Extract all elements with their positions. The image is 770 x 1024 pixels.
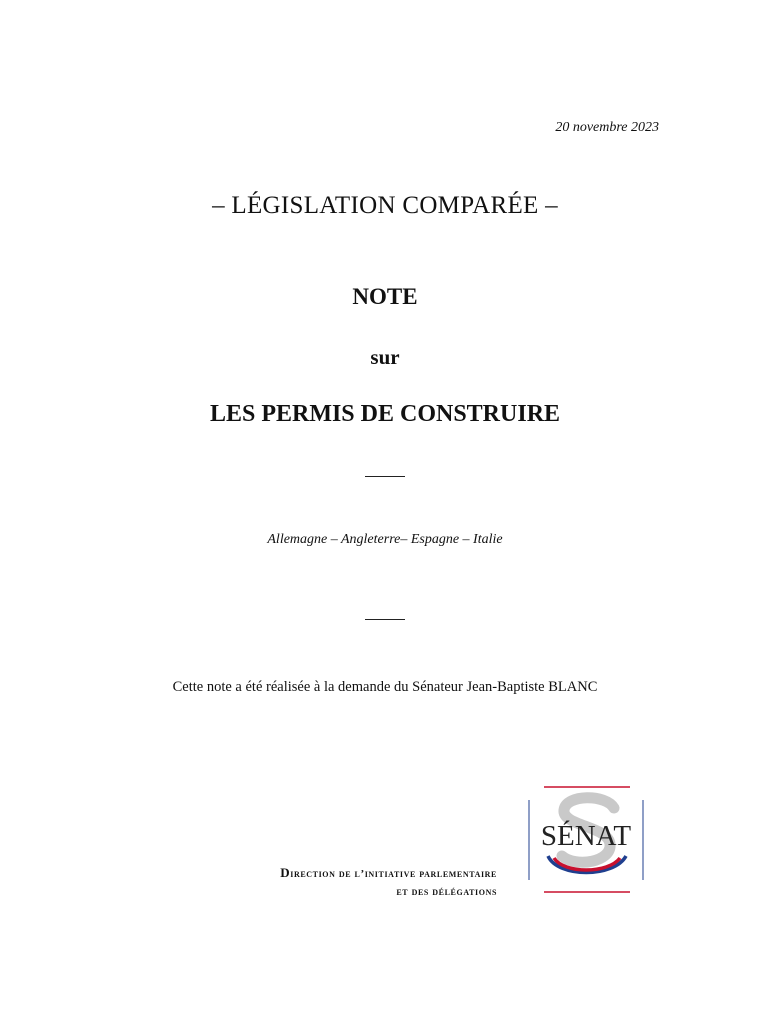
direction-line-1: Direction de l’initiative parlementaire — [280, 865, 497, 880]
request-statement: Cette note a été réalisée à la demande du Sénateur Jean-Baptiste BLANC — [172, 679, 598, 695]
document-date: 20 novembre 2023 — [555, 120, 659, 135]
divider-bottom — [365, 619, 405, 620]
note-connector: sur — [370, 345, 400, 369]
divider-top — [365, 476, 405, 477]
direction-line-2: et des délégations — [396, 886, 497, 898]
senat-logo — [526, 782, 646, 894]
document-kicker: – LÉGISLATION COMPARÉE – — [212, 192, 558, 219]
note-subject-title: LES PERMIS DE CONSTRUIRE — [209, 401, 561, 427]
logo-wordmark: SÉNAT — [540, 820, 632, 852]
countries-list: Allemagne – Angleterre– Espagne – Italie — [267, 532, 503, 547]
direction-block — [280, 864, 497, 901]
note-heading: NOTE — [352, 284, 418, 309]
